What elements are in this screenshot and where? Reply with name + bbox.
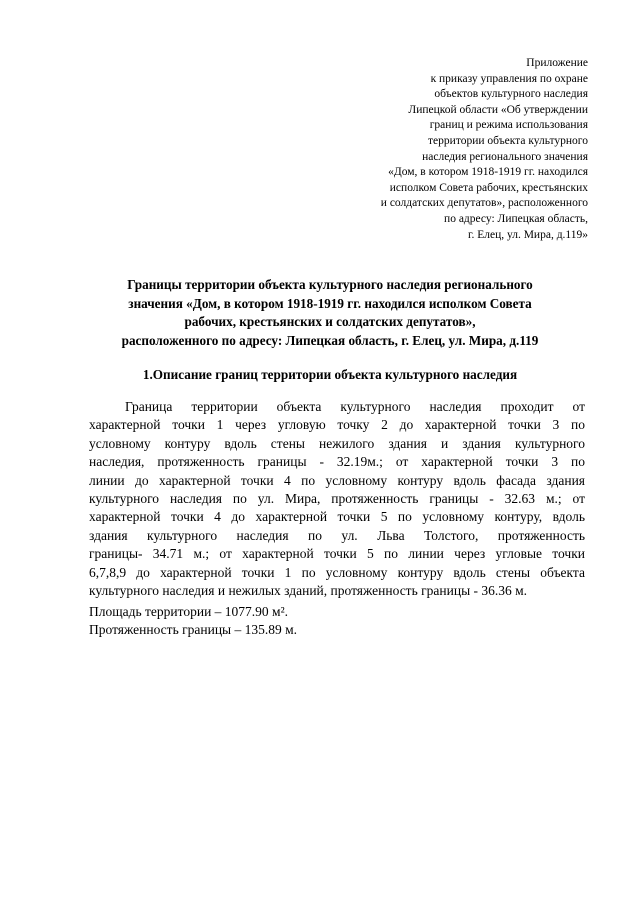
annex-line: по адресу: Липецкая область, [444, 212, 588, 225]
description-line: условному контуру вдоль стены нежилого здания и здания культурного [89, 435, 585, 451]
annex-line: территории объекта культурного [428, 134, 588, 147]
title-line: рабочих, крестьянских и солдатских депутатов», [184, 314, 476, 329]
description-line: Граница территории объекта культурного наследия проходит от [125, 399, 585, 414]
annex-line: г. Елец, ул. Мира, д.119» [468, 228, 588, 241]
description-line: линии до характерной точки 4 по условному контуру вдоль фасада здания [89, 472, 585, 488]
annex-line: наследия регионального значения [422, 150, 588, 163]
description-line: наследия, протяженность границы - 32.19м.; от характерной точки 3 по [89, 454, 585, 470]
title-line: значения «Дом, в котором 1918-1919 гг. находился исполком Совета [128, 295, 532, 311]
annex-line: к приказу управления по охране [430, 72, 588, 85]
annex-line: исполком Совета рабочих, крестьянских [389, 181, 588, 194]
annex-block [288, 56, 588, 243]
description-line: границы- 34.71 м.; от характерной точки 5 по линии через угловые точки [89, 546, 585, 562]
description-line: характерной точки 4 до характерной точки 5 по условному контуру, вдоль [89, 509, 585, 525]
description-line: 6,7,8,9 до характерной точки 1 по условному контуру вдоль стены объекта [89, 564, 585, 580]
annex-line: границ и режима использования [429, 119, 588, 132]
territory-area: Площадь территории – 1077.90 м². [89, 604, 289, 619]
boundary-description [89, 398, 585, 600]
description-line: характерной точки 1 через угловую точку 2 до характерной точки 3 по [89, 417, 585, 433]
description-line: культурного наследия по ул. Мира, протяженность границы - 32.63 м.; от [89, 491, 585, 507]
annex-line: Приложение [526, 57, 588, 69]
title-line: расположенного по адресу: Липецкая область, г. Елец, ул. Мира, д.119 [121, 332, 539, 348]
title-line: Границы территории объекта культурного наследия регионального [127, 277, 533, 292]
document-title [80, 276, 580, 350]
description-line: здания культурного наследия по ул. Льва Толстого, протяженность [89, 527, 585, 543]
annex-line: объектов культурного наследия [434, 88, 588, 101]
boundary-length: Протяженность границы – 135.89 м. [89, 622, 298, 638]
annex-line: Липецкой области «Об утверждении [408, 103, 588, 116]
annex-line: «Дом, в котором 1918-1919 гг. находился [388, 166, 588, 179]
summary-block [89, 603, 585, 640]
annex-line: и солдатских депутатов», расположенного [380, 197, 588, 210]
section-heading: 1.Описание границ территории объекта культурного наследия [142, 367, 518, 382]
description-line: культурного наследия и нежилых зданий, протяженность границы - 36.36 м. [89, 583, 528, 599]
